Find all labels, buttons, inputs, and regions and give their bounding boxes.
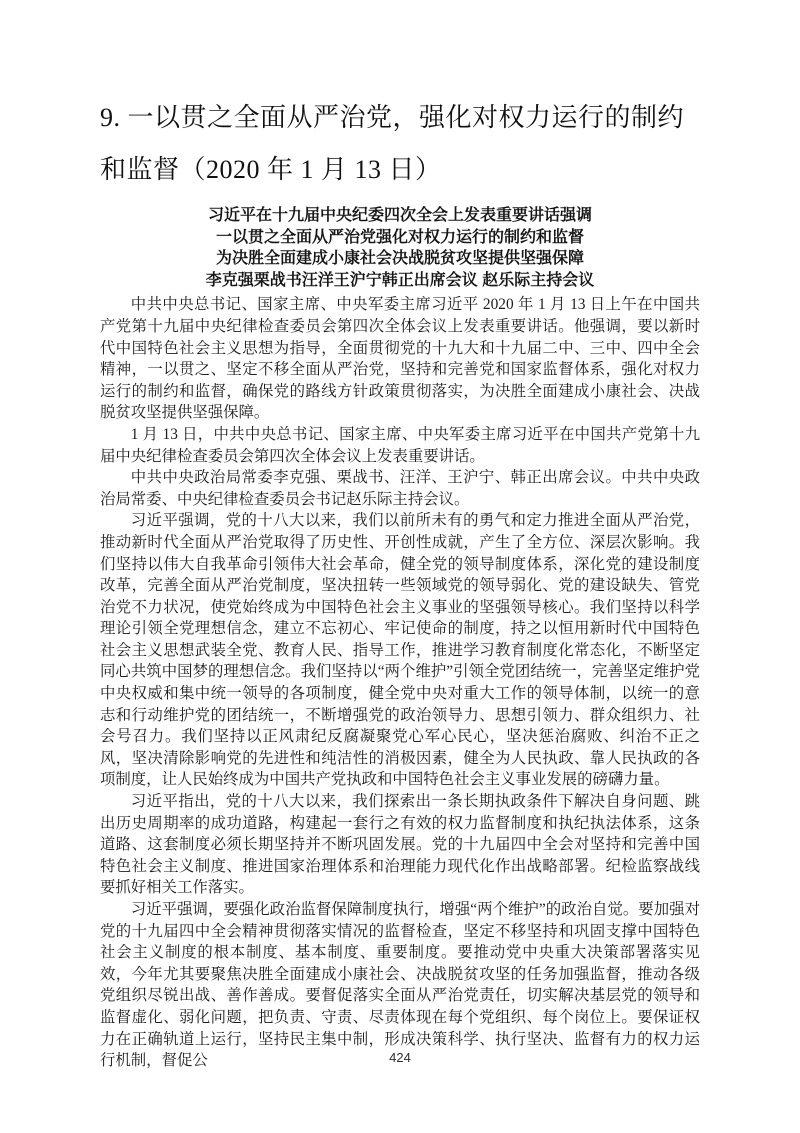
- headline-line-4: 李克强栗战书汪洋王沪宁韩正出席会议 赵乐际主持会议: [205, 271, 595, 289]
- paragraph-2: 1 月 13 日，中共中央总书记、国家主席、中央军委主席习近平在中国共产党第十九届中央纪律检查委员会第四次全体会议上发表重要讲话。: [100, 425, 700, 465]
- article-body: [100, 294, 700, 1071]
- paragraph-5: 习近平指出，党的十八大以来，我们探索出一条长期执政条件下解决自身问题、跳出历史周期率的成功道路，构建起一套行之有效的权力监督制度和执纪执法体系，这条道路、这套制度必须长期坚持并不断巩固发展。党的十九届四中全会对坚持和完善中国特色社会主义制度、推进国家治理体系和治理能力现代化作出战略部署。纪检监察战线要抓好相关工作落实。: [100, 793, 700, 897]
- paragraph-6: 习近平强调，要强化政治监督保障制度执行，增强“两个维护”的政治自觉。要加强对党的十九届四中全会精神贯彻落实情况的监督检查，坚定不移坚持和巩固支撑中国特色社会主义制度的根本制度、基本制度、重要制度。要推动党中央重大决策部署落实见效，今年尤其要聚焦决胜全面建成小康社会、决战脱贫攻坚的任务加强监督，推动各级党组织尽锐出战、善作善成。要督促落实全面从严治党责任，切实解决基层党的领导和监督虚化、弱化问题，把负责、守责、尽责体现在每个党组织、每个岗位上。要保证权力在正确轨道上运行，坚持民主集中制，形成决策科学、执行坚决、监督有力的权力运行机制，督促公: [100, 901, 700, 1070]
- page-title: 9. 一以贯之全面从严治党，强化对权力运行的制约和监督（2020 年 1 月 13 日）: [100, 103, 685, 184]
- article-headline: [100, 205, 700, 291]
- paragraph-1: 中共中央总书记、国家主席、中央军委主席习近平 2020 年 1 月 13 日上午在中国共产党第十九届中央纪律检查委员会第四次全体会议上发表重要讲话。他强调，要以新时代中国特色社会主义思想为指导，全面贯彻党的十九大和十九届二中、三中、四中全会精神，一以贯之、坚定不移全面从严治党，坚持和完善党和国家监督体系，强化对权力运行的制约和监督，确保党的路线方针政策贯彻落实，为决胜全面建成小康社会、决战脱贫攻坚提供坚强保障。: [100, 296, 700, 422]
- headline-line-1: 习近平在十九届中央纪委四次全会上发表重要讲话强调: [207, 207, 592, 224]
- paragraph-4: 习近平强调，党的十八大以来，我们以前所未有的勇气和定力推进全面从严治党，推动新时代全面从严治党取得了历史性、开创性成就，产生了全方位、深层次影响。我们坚持以伟大自我革命引领伟大社会革命，健全党的领导制度体系，深化党的建设制度改革，完善全面从严治党制度，坚决扭转一些领域党的领导弱化、党的建设缺失、管党治党不力状况，使党始终成为中国特色社会主义事业的坚强领导核心。我们坚持以科学理论引领全党理想信念，建立不忘初心、牢记使命的制度，持之以恒用新时代中国特色社会主义思想武装全党、教育人民、指导工作，推进学习教育制度化常态化，不断坚定同心共筑中国梦的理想信念。我们坚持以“两个维护”引领全党团结统一，完善坚定维护党中央权威和集中统一领导的各项制度，健全党中央对重大工作的领导体制，以统一的意志和行动维护党的团结统一，不断增强党的政治领导力、思想引领力、群众组织力、社会号召力。我们坚持以正风肃纪反腐凝聚党心军心民心，坚决惩治腐败、纠治不正之风，坚决清除影响党的先进性和纯洁性的消极因素，健全为人民执政、靠人民执政的各项制度，让人民始终成为中国共产党执政和中国特色社会主义事业发展的磅礴力量。: [100, 512, 700, 789]
- page-number: 424: [389, 1050, 411, 1065]
- headline-line-3: 为决胜全面建成小康社会决战脱贫攻坚提供坚强保障: [215, 250, 584, 268]
- paragraph-3: 中共中央政治局常委李克强、栗战书、汪洋、王沪宁、韩正出席会议。中共中央政治局常委、中央纪律检查委员会书记赵乐际主持会议。: [100, 469, 700, 508]
- headline-line-2: 一以贯之全面从严治党强化对权力运行的制约和监督: [215, 228, 584, 246]
